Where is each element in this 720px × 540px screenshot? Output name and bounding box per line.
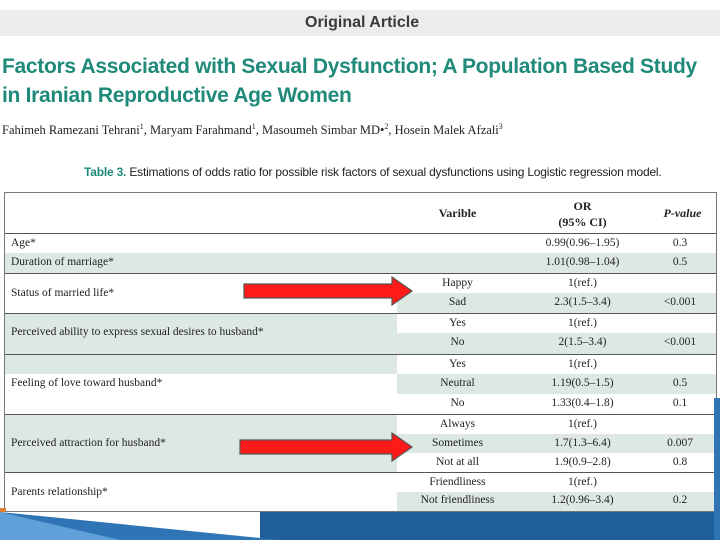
table-row (5, 233, 716, 254)
slide-footer-band (260, 512, 720, 540)
table-row (5, 472, 716, 498)
slide-right-strip (714, 398, 720, 540)
red-arrow-icon (236, 432, 416, 462)
or-value: 1.9(0.9–2.8) (554, 456, 611, 468)
category-label: Neutral (440, 377, 475, 389)
author-affiliation: 1 (251, 122, 256, 131)
p-value: 0.3 (672, 237, 688, 249)
or-value: 1.19(0.5–1.5) (551, 377, 614, 389)
header-or: OR (573, 199, 592, 213)
category-label: Always (439, 418, 476, 430)
p-value: <0.001 (663, 336, 697, 348)
p-value: 0.5 (672, 377, 688, 389)
article-type-label: Original Article (305, 14, 420, 31)
category-label: Yes (449, 358, 466, 370)
factor-label: Duration of marriage* (11, 256, 114, 268)
category-label: Not at all (436, 456, 479, 468)
p-value: <0.001 (663, 296, 697, 308)
table-caption (84, 165, 662, 179)
table-caption-text: Estimations of odds ratio for possible risk factors of sexual dysfunctions using Logistic regression model. (126, 165, 662, 179)
or-value: 1.2(0.96–3.4) (551, 494, 614, 506)
p-value: 0.8 (672, 456, 688, 468)
or-value: 0.99(0.96–1.95) (545, 237, 620, 249)
or-value: 1(ref.) (567, 418, 598, 430)
category-label: No (450, 336, 465, 348)
category-label: Not friendliness (420, 494, 495, 506)
header-ci: (95% CI) (558, 215, 607, 229)
or-value: 1(ref.) (567, 317, 598, 329)
or-value: 2.3(1.5–3.4) (554, 296, 611, 308)
or-value: 1.01(0.98–1.04) (545, 256, 620, 268)
factor-label: Perceived ability to express sexual desires to husband* (11, 326, 264, 338)
table-row (5, 354, 716, 375)
or-value: 1(ref.) (567, 476, 598, 488)
or-value: 1(ref.) (567, 358, 598, 370)
author-name: Masoumeh Simbar MD• (261, 123, 385, 138)
category-label: Sometimes (431, 437, 484, 449)
red-arrow-icon (240, 276, 416, 306)
odds-ratio-table (4, 192, 717, 512)
table-row (5, 492, 716, 511)
author-affiliation: 1 (139, 122, 144, 131)
factor-label: Feeling of love toward husband* (11, 377, 163, 389)
table-caption-label: Table 3. (84, 165, 127, 179)
table-row (5, 253, 716, 273)
or-value: 1.33(0.4–1.8) (551, 397, 614, 409)
factor-label: Perceived attraction for husband* (11, 437, 166, 449)
p-value: 0.007 (667, 437, 693, 449)
slide-accent-mark (0, 508, 6, 512)
or-value: 1(ref.) (567, 277, 598, 289)
table-row (5, 394, 716, 414)
header-variable: Varible (438, 206, 477, 220)
p-value: 0.2 (672, 494, 688, 506)
category-label: Friendliness (429, 476, 486, 488)
author-affiliation: 3 (498, 122, 503, 131)
category-label: Sad (448, 296, 467, 308)
factor-label: Parents relationship* (11, 486, 108, 498)
or-value: 1.7(1.3–6.4) (554, 437, 611, 449)
author-name: Hosein Malek Afzali (394, 123, 499, 138)
factor-label: Status of married life* (11, 287, 115, 299)
table-row (5, 326, 716, 354)
slide-corner-decoration (0, 512, 120, 540)
category-label: Happy (442, 277, 473, 289)
table-row (5, 374, 716, 394)
factor-label: Age* (11, 237, 36, 249)
author-list: Fahimeh Ramezani Tehrani$^1$, Maryam Farahmand$^1$, Masoumeh Simbar MD•$^2$, Hosein Malek Afzali$^3$ (2, 122, 503, 138)
header-pvalue: P-value (663, 206, 702, 220)
p-value: 0.1 (672, 397, 688, 409)
author-name: Maryam Farahmand (150, 123, 252, 138)
paper-title: Factors Associated with Sexual Dysfunction; A Population Based Study in Iranian Reproductive Age Women (2, 55, 697, 107)
category-label: No (450, 397, 465, 409)
p-value: 0.5 (672, 256, 688, 268)
category-label: Yes (449, 317, 466, 329)
or-value: 2(1.5–3.4) (558, 336, 607, 348)
author-name: Fahimeh Ramezani Tehrani (2, 123, 140, 138)
author-affiliation: 2 (384, 122, 389, 131)
